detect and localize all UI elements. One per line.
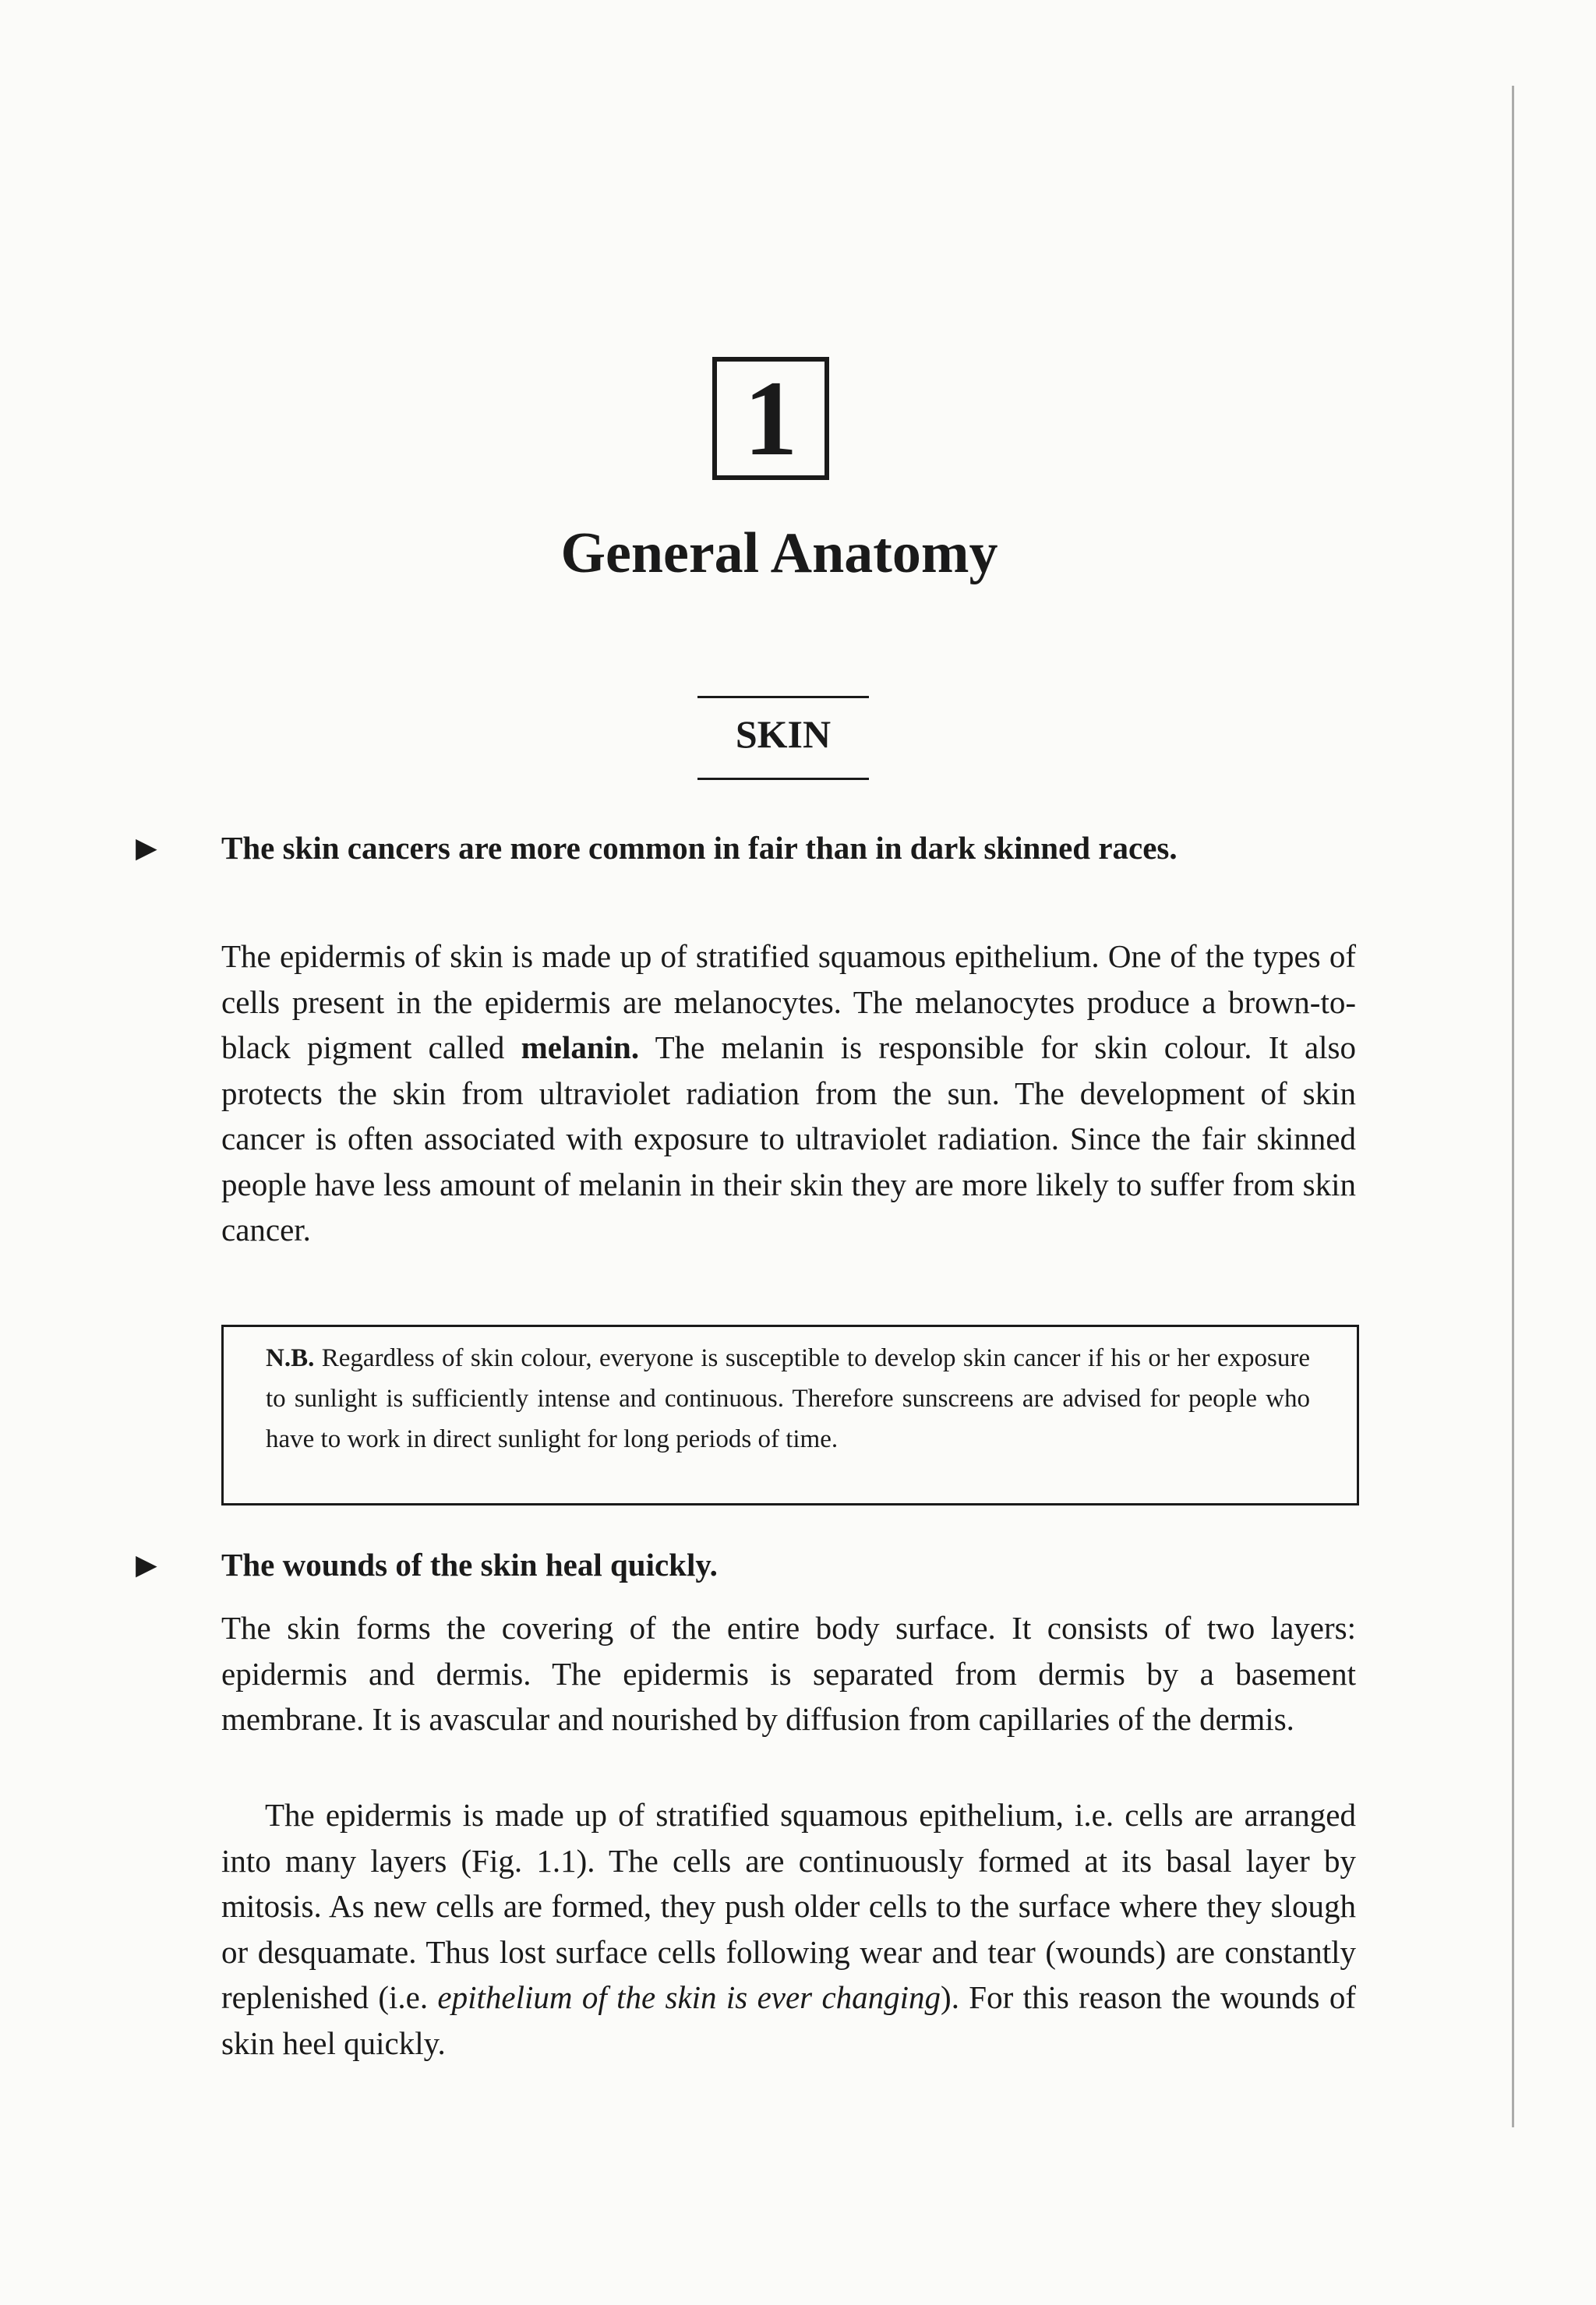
key-point-2 [136, 1538, 1356, 1591]
term-melanin: melanin. [521, 1029, 640, 1065]
page-edge-rule [1512, 86, 1514, 2127]
paragraph-epidermis-text-b: ). For this reason the wounds of skin heel quickly. [221, 1979, 1356, 2061]
paragraph-skin-layers-text: The skin forms the covering of the entire body surface. It consists of two layers: epidermis and dermis. The epidermis is separated from dermis by a basement membrane. It is avascular and nourished by diffusion from capillaries of the dermis. [221, 1610, 1356, 1737]
section-rule-top [697, 696, 869, 698]
bullet-triangle-icon: ▶ [136, 1549, 157, 1580]
key-point-1-text: The skin cancers are more common in fair than in dark skinned races. [221, 830, 1178, 866]
key-point-2-text: The wounds of the skin heal quickly. [221, 1547, 718, 1583]
paragraph-melanin-text-a: The epidermis of skin is made up of stratified squamous epithelium. One of the types of cells present in the epidermis are melanocytes. The melanocytes produce a brown-to-black pigment called [221, 938, 1356, 1065]
note-label: N.B. [266, 1344, 315, 1372]
paragraph-epidermis [221, 1792, 1356, 2066]
paragraph-skin-layers [221, 1605, 1356, 1742]
bullet-triangle-icon: ▶ [136, 832, 157, 863]
chapter-number: 1 [743, 358, 798, 478]
section-title: SKIN [735, 712, 832, 756]
emphasis-ever-changing: epithelium of the skin is ever changing [437, 1979, 941, 2015]
note-box [221, 1325, 1359, 1505]
key-point-1 [136, 821, 1356, 874]
section-rule-bottom [697, 778, 869, 780]
paragraph-melanin [221, 934, 1356, 1253]
note-text: Regardless of skin colour, everyone is susceptible to develop skin cancer if his or her exposure to sunlight is sufficiently intense and continuous. Therefore sunscreens are advised for people who have to work in direct sunlight for long periods of time. [266, 1344, 1310, 1453]
chapter-number-box [712, 357, 829, 480]
paragraph-melanin-text-b: The melanin is responsible for skin colour. It also protects the skin from ultraviolet radiation from the sun. The development of skin cancer is often associated with exposure to ultraviolet radiation. Since the fair skinned people have less amount of melanin in their skin they are more likely to suffer from skin cancer. [221, 1029, 1356, 1248]
chapter-title: General Anatomy [560, 521, 998, 585]
paragraph-epidermis-text-a: The epidermis is made up of stratified squamous epithelium, i.e. cells are arranged into many layers (Fig. 1.1). The cells are continuously formed at its basal layer by mitosis. As new cells are formed, they push older cells to the surface where they slough or desquamate. Thus lost surface cells following wear and tear (wounds) are constantly replenished (i.e. [221, 1797, 1356, 2015]
